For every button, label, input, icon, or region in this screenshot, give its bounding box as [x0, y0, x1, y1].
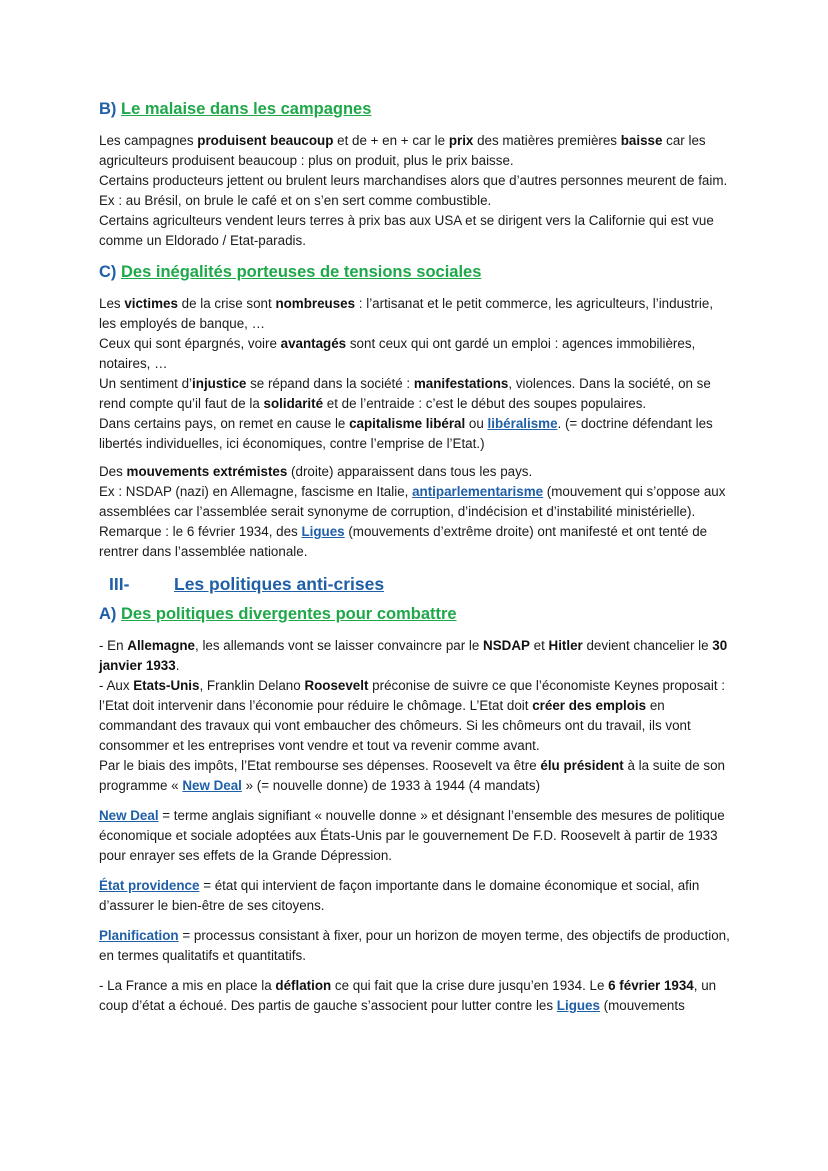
- document-content: [99, 100, 731, 1016]
- definition-new-deal: New Deal = terme anglais signifiant « nouvelle donne » et désignant l’ensemble des mesures de politique économique et sociale adoptées aux États-Unis par le gouvernement De F.D. Roosevelt à partir de 1933 pour enrayer ses effets de la Grande Dépression.: [99, 808, 725, 863]
- new-deal-link[interactable]: New Deal: [182, 778, 242, 793]
- part-3-heading: [99, 574, 731, 595]
- paragraph: Des mouvements extrémistes (droite) apparaissent dans tous les pays.: [99, 464, 533, 479]
- paragraph: Dans certains pays, on remet en cause le capitalisme libéral ou libéralisme. (= doctrine défendant les libertés individuelles, ici économiques, contre l’emprise de l’Etat.): [99, 416, 713, 451]
- ligues-link-2[interactable]: Ligues: [556, 998, 600, 1013]
- section-c-title: Des inégalités porteuses de tensions sociales: [121, 263, 482, 281]
- paragraph: - En Allemagne, les allemands vont se laisser convaincre par le NSDAP et Hitler devient chancelier le 30 janvier 1933.: [99, 638, 728, 673]
- paragraph: Ceux qui sont épargnés, voire avantagés sont ceux qui ont gardé un emploi : agences immobilières, notaires, …: [99, 336, 696, 371]
- etat-providence-link[interactable]: État providence: [99, 878, 200, 893]
- section-b-title: Le malaise dans les campagnes: [121, 100, 372, 118]
- paragraph: Les victimes de la crise sont nombreuses : l’artisanat et le petit commerce, les agriculteurs, l’industrie, les employés de banque, …: [99, 296, 714, 331]
- section-a-title: Des politiques divergentes pour combattre: [121, 605, 457, 623]
- ligues-link[interactable]: Ligues: [301, 524, 345, 539]
- paragraph: Certains agriculteurs vendent leurs terres à prix bas aux USA et se dirigent vers la Californie qui est vue comme un Eldorado / Etat-paradis.: [99, 213, 714, 248]
- paragraph: Certains producteurs jettent ou brulent leurs marchandises alors que d’autres personnes meurent de faim. Ex : au Brésil, on brule le café et on s’en sert comme combustible.: [99, 173, 728, 208]
- paragraph: Remarque : le 6 février 1934, des Ligues (mouvements d’extrême droite) ont manifesté et ont tenté de rentrer dans l’assemblée nationale.: [99, 524, 708, 559]
- new-deal-term-link[interactable]: New Deal: [99, 808, 159, 823]
- antiparlementarisme-link[interactable]: antiparlementarisme: [412, 484, 544, 499]
- paragraph: - Aux Etats-Unis, Franklin Delano Roosevelt préconise de suivre ce que l’économiste Keynes proposait : l’Etat doit intervenir dans l’économie pour réduire le chômage. L’Etat doit créer des emplois en commandant des travaux qui vont embaucher des chômeurs. Si les chômeurs ont du travail, ils vont consommer et les entreprises vont vendre et tout va revenir comme avant.: [99, 678, 725, 753]
- paragraph: Ex : NSDAP (nazi) en Allemagne, fascisme en Italie, antiparlementarisme (mouvement qui s’oppose aux assemblées car l’assemblée serait synonyme de corruption, d’indécision et d’instabilité ministérielle).: [99, 484, 726, 519]
- paragraph: Les campagnes produisent beaucoup et de + en + car le prix des matières premières baisse car les agriculteurs produisent beaucoup : plus on produit, plus le prix baisse.: [99, 133, 706, 168]
- part-3-number: III-: [109, 574, 130, 594]
- part-3-title: Les politiques anti-crises: [174, 574, 385, 594]
- paragraph: - La France a mis en place la déflation ce qui fait que la crise dure jusqu’en 1934. Le 6 février 1934, un coup d’état a échoué. Des partis de gauche s’associent pour lutter contre les Ligues (mouvements: [99, 978, 717, 1013]
- section-b-heading: [99, 100, 731, 119]
- section-a-heading: [99, 605, 731, 624]
- paragraph: Par le biais des impôts, l’Etat rembourse ses dépenses. Roosevelt va être élu président à la suite de son programme « New Deal » (= nouvelle donne) de 1933 à 1944 (4 mandats): [99, 758, 725, 793]
- section-a-letter: A): [99, 605, 117, 623]
- definition-planification: Planification = processus consistant à fixer, pour un horizon de moyen terme, des objectifs de production, en termes qualitatifs et quantitatifs.: [99, 928, 730, 963]
- section-b-letter: B): [99, 100, 117, 118]
- section-c-heading: [99, 263, 731, 282]
- section-c-letter: C): [99, 263, 117, 281]
- definition-etat-providence: État providence = état qui intervient de façon importante dans le domaine économique et social, afin d’assurer le bien-être de ses citoyens.: [99, 878, 700, 913]
- liberalisme-link[interactable]: libéralisme: [487, 416, 558, 431]
- planification-link[interactable]: Planification: [99, 928, 179, 943]
- paragraph: Un sentiment d’injustice se répand dans la société : manifestations, violences. Dans la société, on se rend compte qu’il faut de la solidarité et de l’entraide : c’est le début des soupes populaires.: [99, 376, 711, 411]
